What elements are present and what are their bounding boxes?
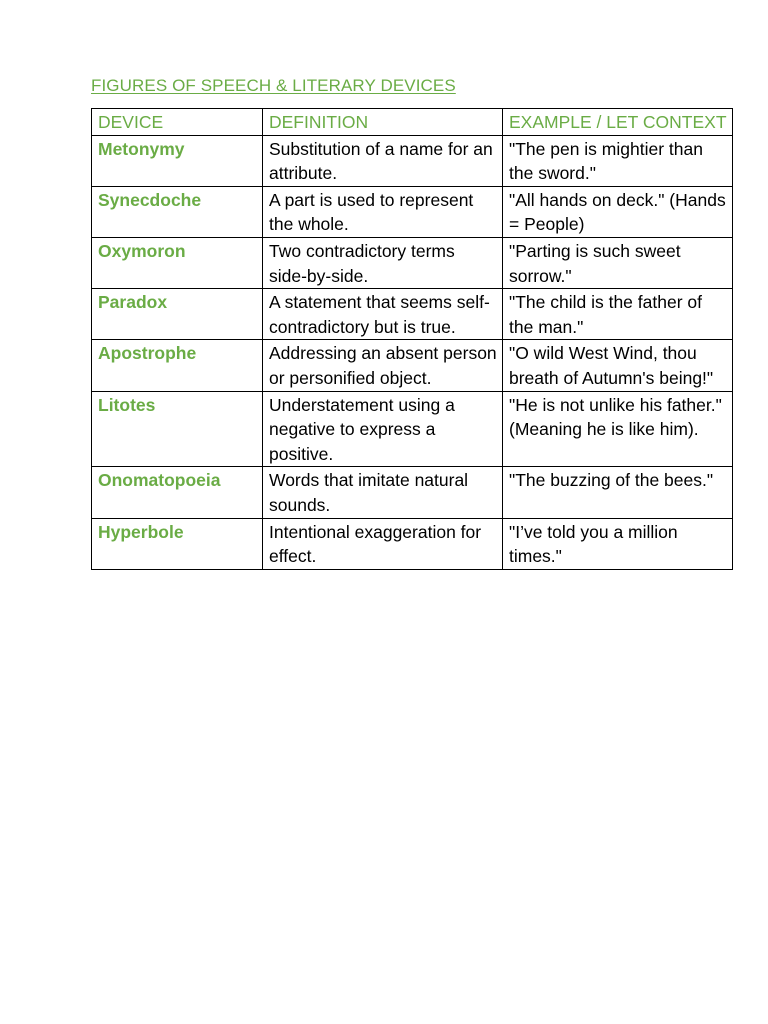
device-name: Paradox xyxy=(92,289,263,340)
device-name: Litotes xyxy=(92,391,263,467)
device-definition: Substitution of a name for an attribute. xyxy=(263,135,503,186)
device-example: "The child is the father of the man." xyxy=(503,289,733,340)
device-example: "He is not unlike his father." (Meaning he is like him). xyxy=(503,391,733,467)
table-row xyxy=(92,289,733,340)
table-row xyxy=(92,340,733,391)
device-name: Onomatopoeia xyxy=(92,467,263,518)
device-example: "O wild West Wind, thou breath of Autumn's being!" xyxy=(503,340,733,391)
device-name: Hyperbole xyxy=(92,518,263,569)
table-row xyxy=(92,391,733,467)
table-row xyxy=(92,518,733,569)
device-example: "Parting is such sweet sorrow." xyxy=(503,237,733,288)
device-definition: Words that imitate natural sounds. xyxy=(263,467,503,518)
device-definition: Understatement using a negative to express a positive. xyxy=(263,391,503,467)
device-definition: Two contradictory terms side-by-side. xyxy=(263,237,503,288)
device-example: "All hands on deck." (Hands = People) xyxy=(503,186,733,237)
table-row xyxy=(92,467,733,518)
column-header-device: DEVICE xyxy=(92,109,263,136)
column-header-example: EXAMPLE / LET CONTEXT xyxy=(503,109,733,136)
device-example: "The buzzing of the bees." xyxy=(503,467,733,518)
device-name: Synecdoche xyxy=(92,186,263,237)
table-row xyxy=(92,237,733,288)
device-definition: A part is used to represent the whole. xyxy=(263,186,503,237)
table-row xyxy=(92,135,733,186)
devices-table xyxy=(91,108,733,570)
device-example: "The pen is mightier than the sword." xyxy=(503,135,733,186)
device-name: Metonymy xyxy=(92,135,263,186)
table-header-row xyxy=(92,109,733,136)
document-title: FIGURES OF SPEECH & LITERARY DEVICES xyxy=(91,76,456,95)
device-definition: Intentional exaggeration for effect. xyxy=(263,518,503,569)
table-row xyxy=(92,186,733,237)
column-header-definition: DEFINITION xyxy=(263,109,503,136)
device-name: Apostrophe xyxy=(92,340,263,391)
device-name: Oxymoron xyxy=(92,237,263,288)
device-definition: A statement that seems self-contradictory but is true. xyxy=(263,289,503,340)
device-example: "I’ve told you a million times." xyxy=(503,518,733,569)
device-definition: Addressing an absent person or personified object. xyxy=(263,340,503,391)
